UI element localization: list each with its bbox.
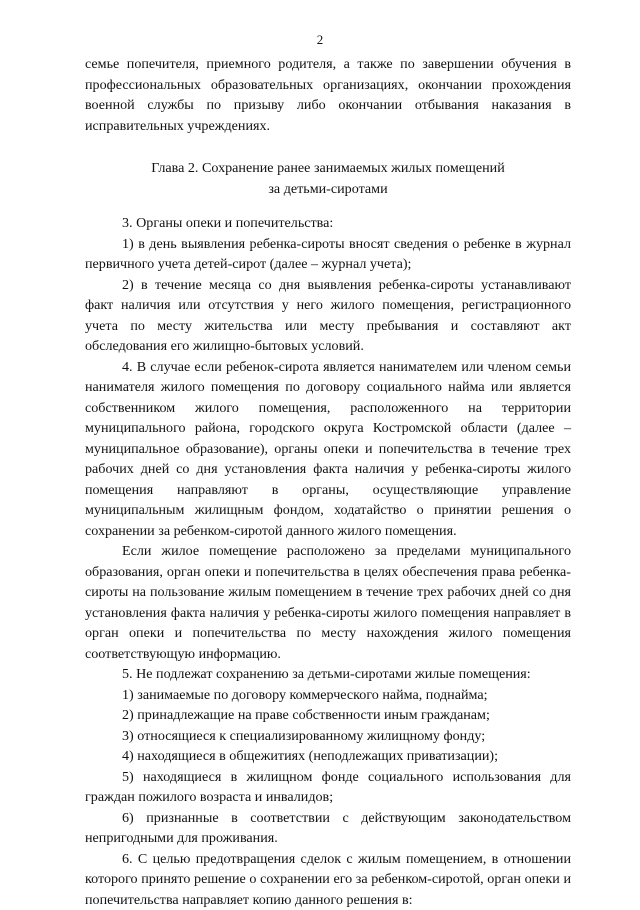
paragraph-3: 3. Органы опеки и попечительства:	[85, 213, 571, 234]
paragraph-6: 6. С целью предотвращения сделок с жилым помещением, в отношении которого принято решение о сохранении его за ребенком-сиротой, орган опеки и попечительства направляет копию данного решения в:	[85, 849, 571, 910]
paragraph-4-continuation: Если жилое помещение расположено за пределами муниципального образования, орган опеки и попечительства в целях обеспечения права ребенка-сироты на пользование жилым помещением в течение трех рабочих дней со дня установления факта наличия у ребенка-сироты жилого помещения направляет в орган опеки и попечительства по месту нахождения жилого помещения соответствующую информацию.	[85, 541, 571, 664]
paragraph-3-item-1: 1) в день выявления ребенка-сироты вносят сведения о ребенке в журнал первичного учета детей-сирот (далее – журнал учета);	[85, 234, 571, 275]
intro-paragraph: семье попечителя, приемного родителя, а также по завершении обучения в профессиональных образовательных организациях, окончании прохождения военной службы по призыву либо окончании отбывания наказания в исправительных учреждениях.	[85, 54, 571, 136]
chapter-heading	[85, 158, 571, 199]
paragraph-4: 4. В случае если ребенок-сирота является нанимателем или членом семьи нанимателя жилого помещения по договору социального найма или является собственником жилого помещения, расположенного на территории муниципального района, городского округа Костромской области (далее – муниципальное образование), органы опеки и попечительства в течение трех рабочих дней со дня установления факта наличия у ребенка-сироты жилого помещения направляют в органы, осуществляющие управление муниципальным жилищным фондом, ходатайство о принятии решения о сохранении за ребенком-сиротой данного жилого помещения.	[85, 357, 571, 542]
paragraph-5: 5. Не подлежат сохранению за детьми-сиротами жилые помещения:	[85, 664, 571, 685]
paragraph-5-item-4: 4) находящиеся в общежитиях (неподлежащих приватизации);	[85, 746, 571, 767]
paragraph-5-item-5: 5) находящиеся в жилищном фонде социального использования для граждан пожилого возраста и инвалидов;	[85, 767, 571, 808]
paragraph-5-item-1: 1) занимаемые по договору коммерческого найма, поднайма;	[85, 685, 571, 706]
chapter-title-line-1: Глава 2. Сохранение ранее занимаемых жилых помещений	[85, 158, 571, 179]
paragraph-3-item-2: 2) в течение месяца со дня выявления ребенка-сироты устанавливают факт наличия или отсутствия у него жилого помещения, регистрационного учета по месту жительства или месту пребывания и составляют акт обследования его жилищно-бытовых условий.	[85, 275, 571, 357]
paragraph-5-item-2: 2) принадлежащие на праве собственности иным гражданам;	[85, 705, 571, 726]
page-number: 2	[0, 30, 640, 51]
chapter-title-line-2: за детьми-сиротами	[85, 179, 571, 200]
paragraph-5-item-6: 6) признанные в соответствии с действующим законодательством непригодными для проживания.	[85, 808, 571, 849]
document-body	[85, 54, 571, 910]
paragraph-5-item-3: 3) относящиеся к специализированному жилищному фонду;	[85, 726, 571, 747]
